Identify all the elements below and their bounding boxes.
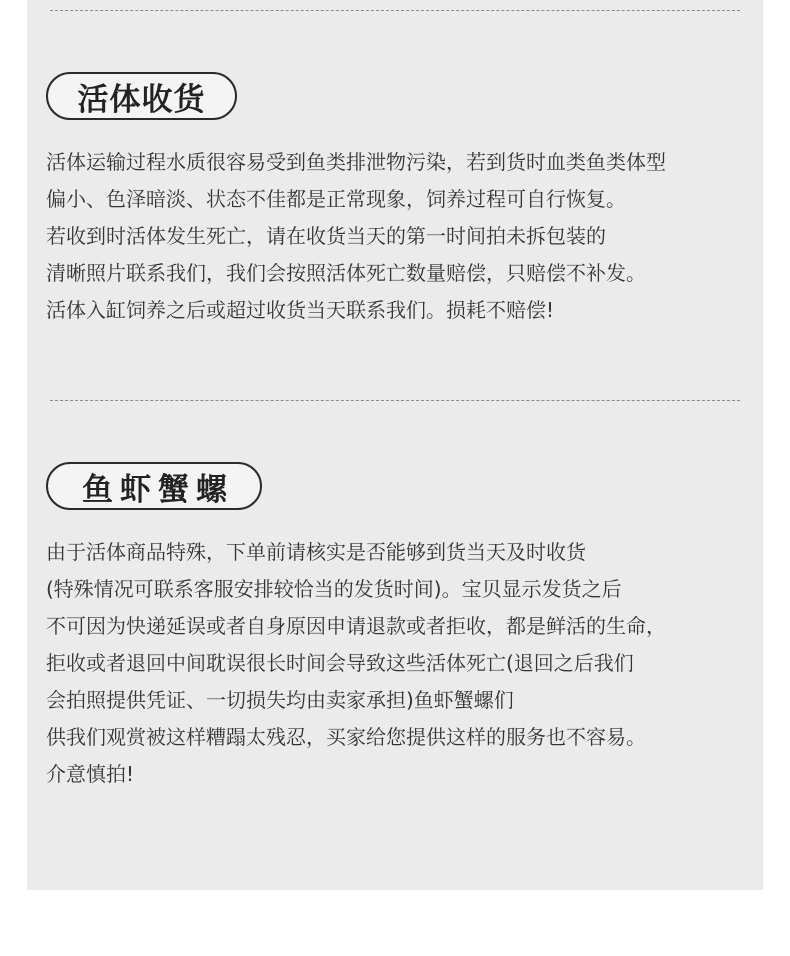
text-line: 拒收或者退回中间耽误很长时间会导致这些活体死亡(退回之后我们 bbox=[46, 651, 634, 675]
section-body-fish-shrimp-crab-snail bbox=[46, 534, 766, 793]
text-line: 活体入缸饲养之后或超过收货当天联系我们。损耗不赔偿! bbox=[46, 298, 555, 322]
text-line: 介意慎拍! bbox=[46, 762, 135, 786]
text-line: (特殊情况可联系客服安排较恰当的发货时间)。宝贝显示发货之后 bbox=[46, 577, 622, 601]
text-line: 会拍照提供凭证、一切损失均由卖家承担)鱼虾蟹螺们 bbox=[46, 688, 514, 712]
section-title-live-receipt: 活体收货 bbox=[46, 72, 237, 120]
section-body-live-receipt bbox=[46, 144, 766, 329]
text-line: 若收到时活体发生死亡，请在收货当天的第一时间拍未拆包装的 bbox=[46, 224, 606, 248]
dashed-divider-top bbox=[50, 10, 740, 11]
text-line: 由于活体商品特殊，下单前请核实是否能够到货当天及时收货 bbox=[46, 540, 586, 564]
text-line: 供我们观赏被这样糟蹋太残忍，买家给您提供这样的服务也不容易。 bbox=[46, 725, 646, 749]
text-line: 活体运输过程水质很容易受到鱼类排泄物污染，若到货时血类鱼类体型 bbox=[46, 150, 666, 174]
section-title-fish-shrimp-crab-snail: 鱼虾蟹螺 bbox=[46, 462, 262, 510]
text-line: 偏小、色泽暗淡、状态不佳都是正常现象，饲养过程可自行恢复。 bbox=[46, 187, 626, 211]
dashed-divider-middle bbox=[50, 400, 740, 401]
text-line: 不可因为快递延误或者自身原因申请退款或者拒收，都是鲜活的生命， bbox=[46, 614, 666, 638]
text-line: 清晰照片联系我们，我们会按照活体死亡数量赔偿，只赔偿不补发。 bbox=[46, 261, 646, 285]
